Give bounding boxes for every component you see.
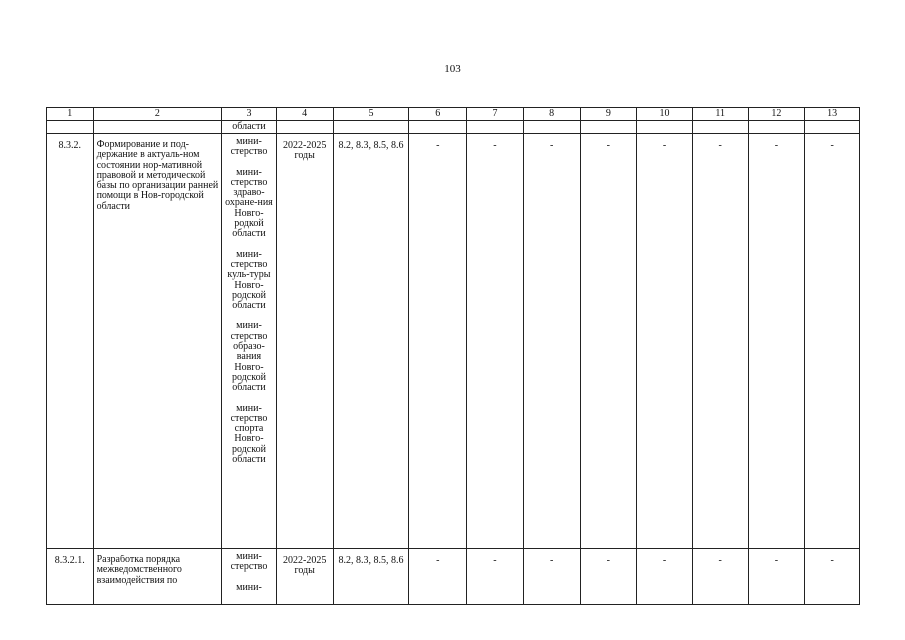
value-cell: -: [523, 549, 580, 605]
column-header: 2: [93, 108, 222, 121]
column-header: 12: [748, 108, 805, 121]
column-header: 5: [333, 108, 409, 121]
column-header: 6: [409, 108, 467, 121]
table-row: [47, 549, 860, 605]
value-cell: -: [580, 134, 637, 549]
table-cell: [637, 121, 693, 134]
executor: мини-стерство спорта Новго-родской области: [230, 402, 268, 466]
indicators-cell: [333, 549, 409, 605]
table-cell: [409, 121, 467, 134]
term-cell: 2022-2025 годы: [276, 134, 333, 549]
executor: мини-стерство куль-туры Новго-родской области: [227, 248, 271, 312]
activity-title: Формирование и под-держание в актуаль-ном состоянии нор-мативной правовой и методической базы по организации ранней помощи в Нов-городской области: [93, 134, 222, 549]
value-cell: -: [692, 549, 748, 605]
value-cell: -: [467, 549, 524, 605]
executor-cell: области: [222, 121, 277, 134]
value-cell: -: [805, 134, 860, 549]
value-cell: -: [409, 549, 467, 605]
column-header: 3: [222, 108, 277, 121]
activity-title-text: Разработка порядка межведомственного взаимодействия по: [96, 555, 182, 586]
value-cell: -: [692, 134, 748, 549]
value-cell: -: [409, 134, 467, 549]
column-header: 4: [276, 108, 333, 121]
column-header: 10: [637, 108, 693, 121]
value-cell: -: [467, 134, 524, 549]
executors-cell: [222, 549, 277, 605]
term-cell: [276, 549, 333, 605]
column-header: 8: [523, 108, 580, 121]
value-cell: -: [580, 549, 637, 605]
indicators-cell: 8.2, 8.3, 8.5, 8.6: [333, 134, 409, 549]
value-cell: -: [523, 134, 580, 549]
executor: мини-: [236, 581, 262, 593]
table-cell: [692, 121, 748, 134]
table-cell: [805, 121, 860, 134]
term-text: 2022-2025 годы: [282, 556, 327, 577]
table-cell: [47, 121, 94, 134]
table-row: [47, 134, 860, 549]
value-cell: -: [637, 134, 693, 549]
column-number-row: [47, 108, 860, 121]
executor: мини-стерство: [230, 551, 268, 573]
executors-cell: [222, 134, 277, 549]
executors-clip: [222, 549, 276, 597]
column-header: 9: [580, 108, 637, 121]
activity-title: [93, 549, 222, 605]
table-cell: [333, 121, 409, 134]
value-cell: -: [637, 549, 693, 605]
column-header: 7: [467, 108, 524, 121]
item-number-text: 8.3.2.1.: [54, 556, 85, 566]
page-number: 103: [444, 63, 461, 75]
table-cell: [93, 121, 222, 134]
value-cell: -: [748, 549, 805, 605]
column-header: 1: [47, 108, 94, 121]
executor: мини-стерство здраво-охране-ния Новго-родкой области: [225, 166, 273, 240]
table-cell: [748, 121, 805, 134]
program-activities-table: [46, 107, 860, 605]
executor: мини-стерство образо-вания Новго-родской области: [230, 320, 268, 394]
column-header: 13: [805, 108, 860, 121]
indicators-text: 8.2, 8.3, 8.5, 8.6: [338, 556, 404, 566]
table-cell: [276, 121, 333, 134]
column-header: 11: [692, 108, 748, 121]
value-cell: -: [805, 549, 860, 605]
table-cell: [580, 121, 637, 134]
table-cell: [523, 121, 580, 134]
item-number: 8.3.2.: [47, 134, 94, 549]
item-number: [47, 549, 94, 605]
value-cell: -: [748, 134, 805, 549]
continued-row: [47, 121, 860, 134]
executor: мини-стерство: [230, 136, 268, 158]
table-cell: [467, 121, 524, 134]
